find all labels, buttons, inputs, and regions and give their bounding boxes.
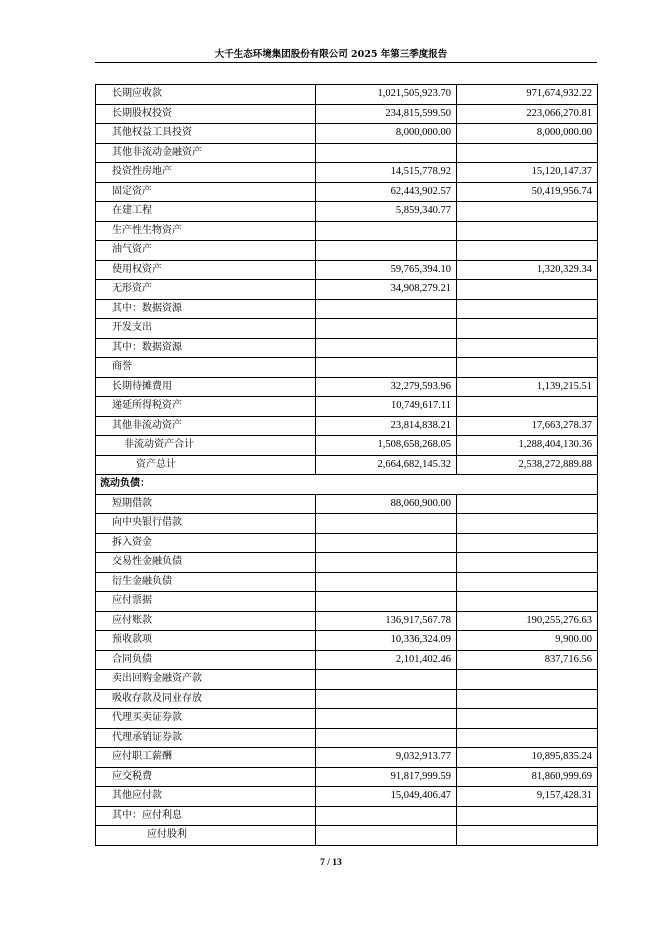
current-value	[316, 553, 457, 573]
previous-value	[457, 709, 598, 729]
row-label: 其中：数据资源	[96, 299, 316, 319]
previous-value: 17,663,278.37	[457, 416, 598, 436]
table-row	[96, 533, 598, 553]
row-label: 交易性金融负债	[96, 553, 316, 573]
table-row	[96, 260, 598, 280]
previous-value	[457, 397, 598, 417]
current-value	[316, 143, 457, 163]
current-value	[316, 221, 457, 241]
previous-value	[457, 806, 598, 826]
previous-value	[457, 280, 598, 300]
table-row	[96, 338, 598, 358]
row-label: 商誉	[96, 358, 316, 378]
row-label: 油气资产	[96, 241, 316, 261]
previous-value	[457, 572, 598, 592]
row-label: 投资性房地产	[96, 163, 316, 183]
previous-value	[457, 358, 598, 378]
previous-value	[457, 241, 598, 261]
table-row	[96, 182, 598, 202]
table-row	[96, 572, 598, 592]
row-label: 在建工程	[96, 202, 316, 222]
row-label: 无形资产	[96, 280, 316, 300]
row-label: 长期待摊费用	[96, 377, 316, 397]
row-label: 向中央银行借款	[96, 514, 316, 534]
current-value	[316, 358, 457, 378]
previous-value	[457, 338, 598, 358]
current-value: 10,749,617.11	[316, 397, 457, 417]
row-label: 非流动资产合计	[96, 436, 316, 456]
table-row	[96, 202, 598, 222]
table-row	[96, 728, 598, 748]
row-label: 吸收存款及同业存放	[96, 689, 316, 709]
row-label: 其中：应付利息	[96, 806, 316, 826]
row-label: 代理承销证券款	[96, 728, 316, 748]
table-row	[96, 514, 598, 534]
current-value: 9,032,913.77	[316, 748, 457, 768]
row-label: 生产性生物资产	[96, 221, 316, 241]
row-label: 固定资产	[96, 182, 316, 202]
previous-value: 971,674,932.22	[457, 85, 598, 105]
previous-value	[457, 670, 598, 690]
table-row	[96, 416, 598, 436]
current-value: 1,021,505,923.70	[316, 85, 457, 105]
table-row	[96, 319, 598, 339]
table-row	[96, 299, 598, 319]
previous-value	[457, 553, 598, 573]
table-row	[96, 397, 598, 417]
previous-value: 1,139,215.51	[457, 377, 598, 397]
previous-value	[457, 143, 598, 163]
row-label: 资产总计	[96, 455, 316, 475]
row-label: 应付票据	[96, 592, 316, 612]
table-row	[96, 748, 598, 768]
current-value	[316, 572, 457, 592]
previous-value: 15,120,147.37	[457, 163, 598, 183]
previous-value: 1,288,404,130.36	[457, 436, 598, 456]
previous-value: 1,320,329.34	[457, 260, 598, 280]
table-row	[96, 163, 598, 183]
row-label: 代理买卖证券款	[96, 709, 316, 729]
current-value: 62,443,902.57	[316, 182, 457, 202]
current-value	[316, 826, 457, 846]
current-value: 88,060,900.00	[316, 494, 457, 514]
current-value: 15,049,406.47	[316, 787, 457, 807]
current-value: 59,765,394.10	[316, 260, 457, 280]
previous-value: 9,157,428.31	[457, 787, 598, 807]
row-label: 合同负债	[96, 650, 316, 670]
table-row	[96, 358, 598, 378]
current-value	[316, 728, 457, 748]
table-row	[96, 104, 598, 124]
current-value	[316, 709, 457, 729]
previous-value	[457, 202, 598, 222]
row-label: 应付账款	[96, 611, 316, 631]
table-row	[96, 787, 598, 807]
row-label: 其他权益工具投资	[96, 124, 316, 144]
table-row	[96, 85, 598, 105]
previous-value: 10,895,835.24	[457, 748, 598, 768]
table-row	[96, 709, 598, 729]
row-label: 长期股权投资	[96, 104, 316, 124]
previous-value: 2,538,272,889.88	[457, 455, 598, 475]
current-value	[316, 689, 457, 709]
previous-value	[457, 689, 598, 709]
current-value: 8,000,000.00	[316, 124, 457, 144]
table-row	[96, 670, 598, 690]
row-label: 拆入资金	[96, 533, 316, 553]
current-value: 32,279,593.96	[316, 377, 457, 397]
current-value	[316, 514, 457, 534]
current-value: 2,664,682,145.32	[316, 455, 457, 475]
previous-value	[457, 221, 598, 241]
row-label: 长期应收款	[96, 85, 316, 105]
row-label: 递延所得税资产	[96, 397, 316, 417]
table-row	[96, 826, 598, 846]
row-label: 衍生金融负债	[96, 572, 316, 592]
row-label: 开发支出	[96, 319, 316, 339]
current-value: 34,908,279.21	[316, 280, 457, 300]
table-row	[96, 494, 598, 514]
current-value	[316, 670, 457, 690]
balance-sheet-table	[95, 84, 598, 846]
row-label: 其中：数据资源	[96, 338, 316, 358]
previous-value: 837,716.56	[457, 650, 598, 670]
previous-value: 50,419,956.74	[457, 182, 598, 202]
previous-value	[457, 728, 598, 748]
current-value: 10,336,324.09	[316, 631, 457, 651]
row-label: 其他应付款	[96, 787, 316, 807]
current-value: 23,814,838.21	[316, 416, 457, 436]
current-value	[316, 338, 457, 358]
previous-value: 8,000,000.00	[457, 124, 598, 144]
previous-value	[457, 319, 598, 339]
previous-value	[457, 826, 598, 846]
total-row	[96, 455, 598, 475]
previous-value: 9,900.00	[457, 631, 598, 651]
previous-value: 190,255,276.63	[457, 611, 598, 631]
page-header-title: 大千生态环境集团股份有限公司 2025 年第三季度报告	[214, 49, 448, 60]
current-value: 1,508,658,268.05	[316, 436, 457, 456]
previous-value	[457, 514, 598, 534]
current-value: 91,817,999.59	[316, 767, 457, 787]
row-label: 其他非流动金融资产	[96, 143, 316, 163]
section-header-row	[96, 475, 598, 495]
table-row	[96, 280, 598, 300]
table-row	[96, 806, 598, 826]
current-value	[316, 241, 457, 261]
current-value: 234,815,599.50	[316, 104, 457, 124]
table-row	[96, 650, 598, 670]
row-label: 其他非流动资产	[96, 416, 316, 436]
table-row	[96, 553, 598, 573]
row-label: 短期借款	[96, 494, 316, 514]
row-label: 应付职工薪酬	[96, 748, 316, 768]
table-row	[96, 611, 598, 631]
current-value	[316, 299, 457, 319]
table-row	[96, 221, 598, 241]
table-row	[96, 377, 598, 397]
previous-value	[457, 533, 598, 553]
current-value: 136,917,567.78	[316, 611, 457, 631]
page-number: 7 / 13	[320, 858, 342, 868]
subtotal-row	[96, 436, 598, 456]
current-value: 2,101,402.46	[316, 650, 457, 670]
table-row	[96, 767, 598, 787]
section-heading: 流动负债：	[96, 475, 598, 495]
current-value	[316, 533, 457, 553]
previous-value: 223,066,270.81	[457, 104, 598, 124]
current-value	[316, 319, 457, 339]
header-divider	[95, 62, 597, 63]
row-label: 应交税费	[96, 767, 316, 787]
table-row	[96, 631, 598, 651]
current-value: 5,859,340.77	[316, 202, 457, 222]
table-row	[96, 689, 598, 709]
previous-value	[457, 592, 598, 612]
current-value	[316, 592, 457, 612]
table-row	[96, 241, 598, 261]
current-value	[316, 806, 457, 826]
current-value: 14,515,778.92	[316, 163, 457, 183]
table-row	[96, 143, 598, 163]
row-label: 预收款项	[96, 631, 316, 651]
row-label: 卖出回购金融资产款	[96, 670, 316, 690]
table-row	[96, 592, 598, 612]
row-label: 使用权资产	[96, 260, 316, 280]
previous-value	[457, 494, 598, 514]
row-label: 应付股利	[96, 826, 316, 846]
previous-value	[457, 299, 598, 319]
table-row	[96, 124, 598, 144]
previous-value: 81,860,999.69	[457, 767, 598, 787]
